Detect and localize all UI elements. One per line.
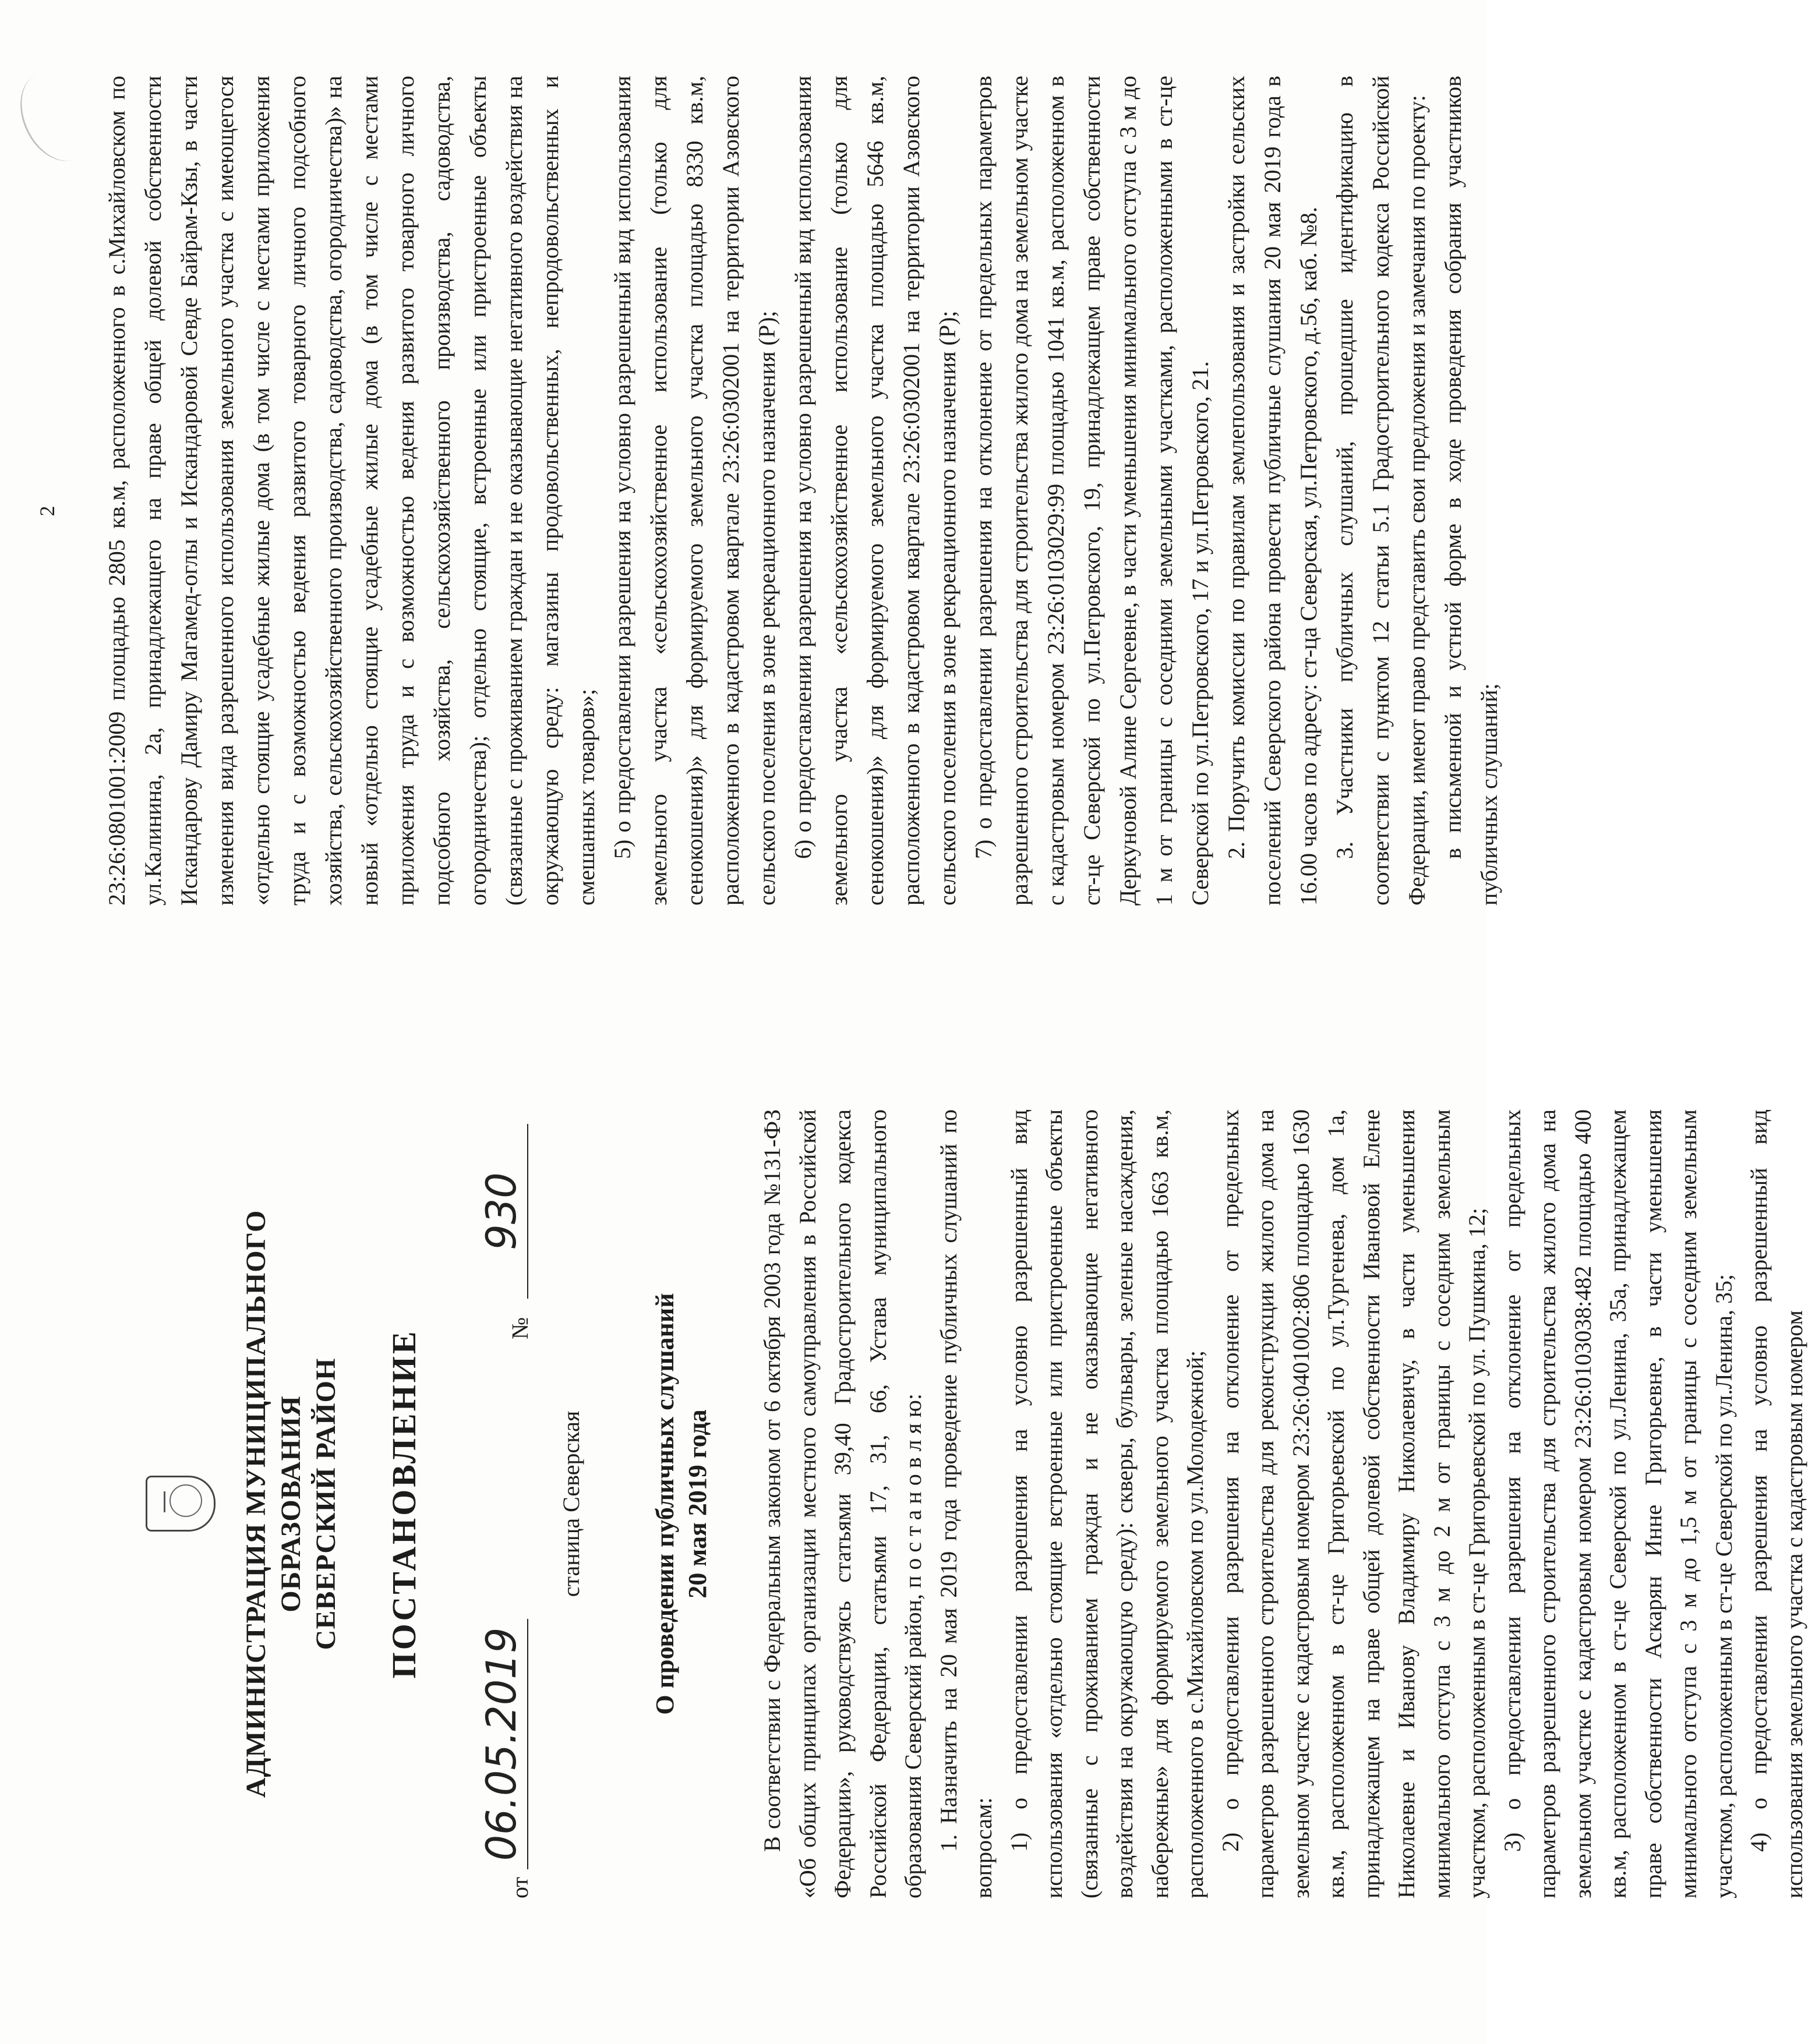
page2-paragraph: 23:26:0801001:2009 площадью 2805 кв.м, расположенного в с.Михайловском по ул.Калинина, 2а, принадлежащего на праве общей долевой собственности Искандарову Дамиру Магамед-оглы и Искандаровой Севде Байрам-Кзы, в части изменения вида разрешенного использования земельного участка с имеющегося «отдельно стоящие усадебные жилые дома (в том числе с местами приложения труда и с возможностью ведения развитого товарного личного подсобного хозяйства, сельскохозяйственного производства, садоводства, огородничества)» на новый «отдельно стоящие усадебные жилые дома (в том числе с местами приложения труда и с возможностью ведения развитого товарного личного подсобного хозяйства, сельскохозяйственного производства, садоводства, огородничества); отдельно стоящие, встроенные или пристроенные объекты (связанные с проживанием граждан и не оказывающие негативного воздействия на окружающую среду: магазины продовольственных, непродовольственных и смешанных товаров»;: [104, 76, 599, 906]
coat-of-arms-emblem: [146, 1476, 216, 1532]
document-page-1: [0, 1022, 1807, 2044]
subject-line1: О проведении публичных слушаний: [651, 1293, 679, 1715]
page1-body: [755, 1109, 1812, 1898]
page1-paragraph: В соответствии с Федеральным законом от 6 октября 2003 года №131-ФЗ «Об общих принципах организации местного самоуправления в Российской Федерации», руководствуясь статьями 39,40 Градостроительного кодекса Российской Федерации, статьями 17, 31, 66, Устава муниципального образования Северский район, п о с т а н о в л я ю:: [759, 1109, 926, 1898]
page2-body: [99, 76, 1507, 906]
handwritten-date: 06.05.2019: [476, 1619, 528, 1869]
organization-title-line1: АДМИНИСТРАЦИЯ МУНИЦИПАЛЬНОГО ОБРАЗОВАНИЯ: [241, 1210, 306, 1798]
place-of-issue: станица Северская: [558, 1410, 584, 1597]
page1-paragraph: 3) о предоставлении разрешения на отклонение от предельных параметров разрешенного строительства для строительства жилого дома на земельном участке с кадастровым номером 23:26:0103038:482 площадью 400 кв.м, расположенном в ст-це Северской по ул.Ленина, 35а, принадлежащем праве собственности Аскарян Инне Григорьевне, в части уменьшения минимального отступа с 3 м до 1,5 м от границы с соседним земельным участком, расположенным в ст-це Северской по ул.Ленина, 35;: [1499, 1109, 1737, 1898]
handwritten-number: 930: [476, 1124, 528, 1299]
subject-line2: 20 мая 2019 года: [683, 1409, 712, 1599]
page1-paragraph: 2) о предоставлении разрешения на отклонение от предельных параметров разрешенного строительства для реконструкции жилого дома на земельном участке с кадастровым номером 23:26:0401002:806 площадью 1630 кв.м, расположенном в ст-це Григорьевской по ул.Тургенева, дом 1а, принадлежащем на праве общей долевой собственности Ивановой Елене Николаевне и Иванову Владимиру Николаевичу, в части уменьшения минимального отступа с 3 м до 2 м от границы с соседним земельным участком, расположенным в ст-це Григорьевской по ул. Пушкина, 12;: [1217, 1109, 1490, 1898]
page2-paragraph: 5) о предоставлении разрешения на условно разрешенный вид использования земельного участка «сельскохозяйственное использование (только для сенокошения)» для формируемого земельного участка площадью 8330 кв.м, расположенного в кадастровом квартале 23:26:0302001 на территории Азовского сельского поселения в зоне рекреационного назначения (Р);: [609, 76, 780, 906]
document-subject: [649, 1109, 714, 1898]
page2-paragraph: 7) о предоставлении разрешения на отклонение от предельных параметров разрешенного строительства для строительства жилого дома на земельном участке с кадастровым номером 23:26:0103029:99 площадью 1041 кв.м, расположенном в ст-це Северской по ул.Петровского, 19, принадлежащем праве собственности Деркуновой Алине Сергеевне, в части уменьшения минимального отступа с 3 м до 1 м от границы с соседними земельными участками, расположенными в ст-це Северской по ул.Петровского, 17 и ул.Петровского, 21.: [970, 76, 1213, 906]
emblem-crown-icon: [156, 1492, 165, 1513]
page2-paragraph: 6) о предоставлении разрешения на условно разрешенный вид использования земельного участка «сельскохозяйственное использование (только для сенокошения)» для формируемого земельного участка площадью 5646 кв.м, расположенного в кадастровом квартале 23:26:0302001 на территории Азовского сельского поселения в зоне рекреационного назначения (Р);: [790, 76, 960, 906]
document-page-2: [0, 0, 1502, 1022]
page1-paragraph: 4) о предоставлении разрешения на условно разрешенный вид использования земельного участка с кадастровым номером: [1746, 1109, 1807, 1898]
document-type-heading: ПОСТАНОВЛЕНИЕ: [385, 1329, 423, 1679]
emblem-figure-icon: [169, 1485, 202, 1518]
page2-paragraph: в письменной и устной форме в ходе проведения собрания участников публичных слушаний;: [1440, 76, 1502, 906]
organization-title-line2: СЕВЕРСКИЙ РАЙОН: [310, 1357, 341, 1650]
page1-paragraph: 1) о предоставлении разрешения на условно разрешенный вид использования «отдельно стоящие встроенные или пристроенные объекты (связанные с проживанием граждан и не оказывающие негативного воздействия на окружающую среду): скверы, бульвары, зеленые насаждения, набережные» для формируемого земельного участка площадью 1663 кв.м, расположенного в с.Михайловском по ул.Молодежной;: [1005, 1109, 1208, 1898]
page2-paragraph: 3. Участники публичных слушаний, прошедшие идентификацию в соответствии с пунктом 12 статьи 5.1 Градостроительного кодекса Российской Федерации, имеют право представить свои предложения и замечания по проекту:: [1331, 76, 1430, 906]
date-number-row: [476, 1109, 540, 1898]
date-prefix-label: от: [507, 1877, 533, 1898]
handwritten-mark-icon: [6, 61, 105, 173]
page-number: 2: [36, 505, 59, 517]
page2-paragraph: 2. Поручить комиссии по правилам землепользования и застройки сельских поселений Северского района провести публичные слушания 20 мая 2019 года в 16.00 часов по адресу: ст-ца Северская, ул.Петровского, д.56, каб. №8.: [1223, 76, 1322, 906]
number-prefix-label: №: [507, 1317, 533, 1339]
page1-paragraph: 1. Назначить на 20 мая 2019 года проведение публичных слушаний по вопросам:: [935, 1109, 997, 1898]
